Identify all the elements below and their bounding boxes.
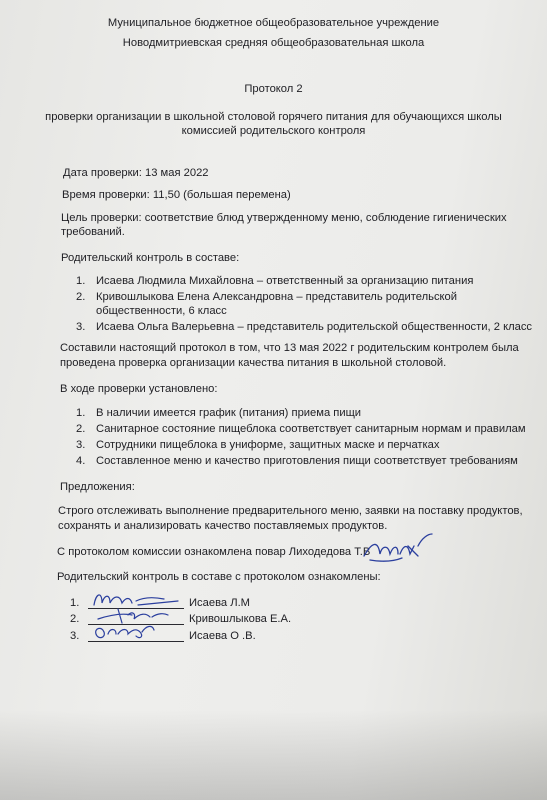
- committee-member-3: Исаева Ольга Валерьевна – представитель родительской общественности, 2 класс: [96, 321, 533, 333]
- committee-member-number: 3.: [76, 321, 86, 333]
- committee-member-number: 2.: [76, 291, 86, 303]
- inspection-purpose-line-1: Цель проверки: соответствие блюд утвержденному меню, соблюдение гигиенических: [61, 212, 507, 224]
- committee-member-number: 1.: [76, 275, 86, 287]
- org-line-1: Муниципальное бюджетное общеобразовательное учреждение: [107, 17, 440, 29]
- signer-name-3: Исаева О .В.: [189, 630, 256, 642]
- proposals-line-1: Строго отслеживать выполнение предварительного меню, заявки на поставку продуктов,: [58, 505, 523, 517]
- committee-member-2: Кривошлыкова Елена Александровна – представитель родительской: [96, 291, 458, 303]
- protocol-subtitle-line-1: проверки организации в школьной столовой горячего питания для обучающихся школы: [45, 111, 502, 123]
- finding-number: 1.: [76, 407, 86, 419]
- signature-3: [88, 620, 184, 644]
- photo-shadow: [0, 710, 547, 800]
- findings-heading: В ходе проверки установлено:: [60, 383, 218, 395]
- protocol-subtitle-line-2: комиссией родительского контроля: [181, 125, 366, 137]
- committee-acknowledgement-heading: Родительский контроль в составе с протоколом ознакомлены:: [57, 571, 381, 583]
- signature-number: 2.: [70, 613, 80, 625]
- finding-1: В наличии имеется график (питания) приема пищи: [96, 407, 362, 419]
- org-line-2: Новодмитриевская средняя общеобразовательная школа: [122, 37, 425, 49]
- signer-name-2: Кривошлыкова Е.А.: [189, 613, 292, 625]
- protocol-title: Протокол 2: [244, 83, 303, 95]
- committee-heading: Родительский контроль в составе:: [61, 252, 240, 264]
- cook-signature: [362, 532, 434, 566]
- cook-acknowledgement: С протоколом комиссии ознакомлена повар Лиходедова Т.В: [57, 546, 371, 558]
- statement-line-2: проведена проверка организации качества питания в школьной столовой.: [60, 357, 447, 369]
- finding-4: Составленное меню и качество приготовления пищи соответствует требованиям: [96, 455, 518, 467]
- committee-member-1: Исаева Людмила Михайловна – ответственный за организацию питания: [96, 275, 474, 287]
- signer-name-1: Исаева Л.М: [189, 597, 250, 609]
- signature-number: 3.: [70, 630, 80, 642]
- proposals-line-2: сохранять и анализировать качество поставляемых продуктов.: [58, 520, 388, 532]
- statement-line-1: Составили настоящий протокол в том, что 13 мая 2022 г родительским контролем была: [60, 342, 519, 354]
- inspection-purpose-line-2: требований.: [61, 226, 125, 238]
- inspection-date: Дата проверки: 13 мая 2022: [63, 167, 209, 179]
- signature-number: 1.: [70, 597, 80, 609]
- finding-3: Сотрудники пищеблока в униформе, защитных маске и перчатках: [96, 439, 440, 451]
- finding-number: 2.: [76, 423, 86, 435]
- committee-member-2-continuation: общественности, 6 класс: [96, 305, 227, 317]
- finding-2: Санитарное состояние пищеблока соответствует санитарным нормам и правилам: [96, 423, 526, 435]
- finding-number: 3.: [76, 439, 86, 451]
- proposals-heading: Предложения:: [60, 481, 135, 493]
- inspection-time: Время проверки: 11,50 (большая перемена): [62, 189, 291, 201]
- finding-number: 4.: [76, 455, 86, 467]
